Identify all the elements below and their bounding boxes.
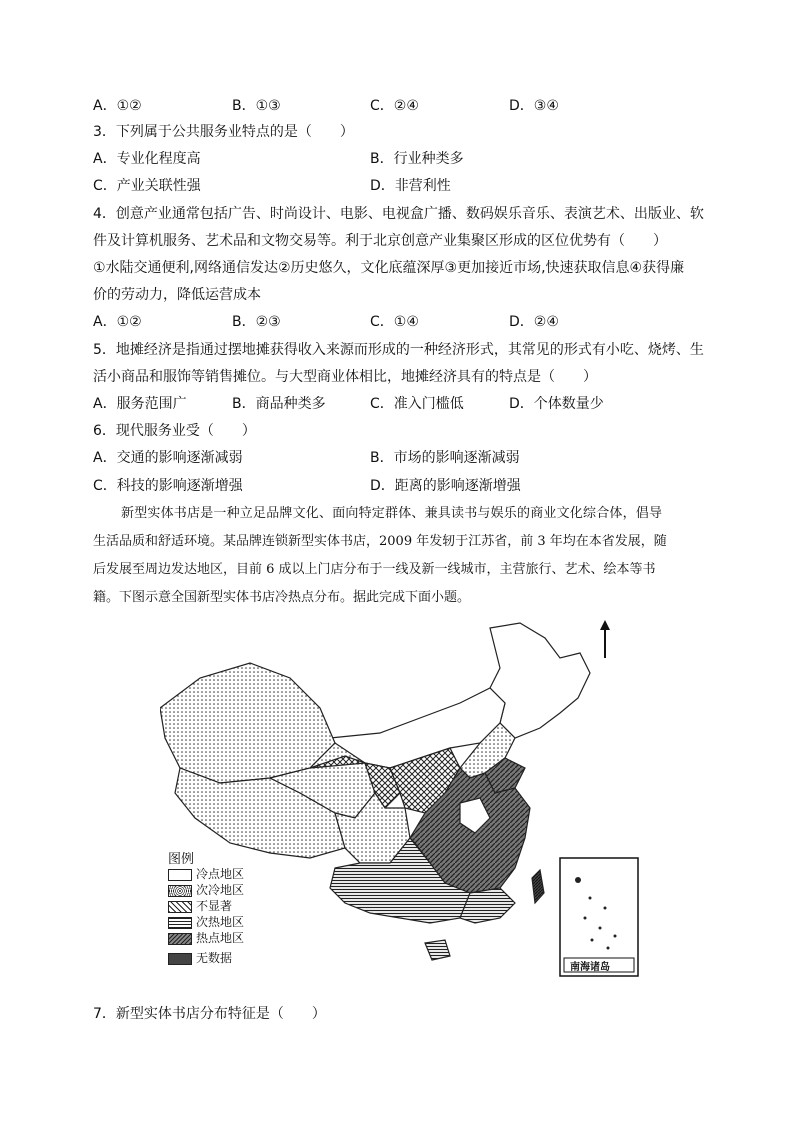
q4-stem-line4: 价的劳动力，降低运营成本 bbox=[93, 287, 261, 303]
passage-line4: 籍。下图示意全国新型实体书店冷热点分布。据此完成下面小题。 bbox=[93, 590, 471, 605]
q6-option-a: A．交通的影响逐渐减弱 bbox=[93, 450, 243, 466]
q6-option-d: D．距离的影响逐渐增强 bbox=[370, 478, 521, 494]
q3-option-a: A．专业化程度高 bbox=[93, 151, 201, 167]
q4-stem-line2: 件及计算机服务、艺术品和文物交易等。利于北京创意产业集聚区形成的区位优势有（ ） bbox=[93, 233, 667, 249]
q4-option-a: A．①② bbox=[93, 314, 142, 330]
q6-stem: 6．现代服务业受（ ） bbox=[93, 423, 256, 439]
q6-option-c: C．科技的影响逐渐增强 bbox=[93, 478, 243, 494]
legend-cold bbox=[168, 868, 244, 881]
region-northeast bbox=[490, 623, 590, 738]
region-hainan bbox=[425, 940, 450, 960]
region-xinjiang bbox=[160, 663, 335, 783]
q5-option-b: B．商品种类多 bbox=[232, 396, 326, 412]
q3-option-c: C．产业关联性强 bbox=[93, 178, 201, 194]
q4-stem-line3: ①水陆交通便利,网络通信发达②历史悠久，文化底蕴深厚③更加接近市场,快速获取信息④获得廉 bbox=[93, 260, 685, 276]
legend-nodata-label: 无数据 bbox=[196, 951, 233, 965]
q5-option-a: A．服务范围广 bbox=[93, 396, 187, 412]
legend-insignificant-label: 不显著 bbox=[196, 899, 233, 913]
legend-subcold bbox=[168, 884, 244, 897]
q4-stem-line1: 4．创意产业通常包括广告、时尚设计、电影、电视盒广播、数码娱乐音乐、表演艺术、出版业、软 bbox=[93, 206, 704, 222]
north-arrow-icon bbox=[600, 620, 610, 658]
legend-hot-label: 热点地区 bbox=[196, 931, 245, 945]
q2-option-b: B．①③ bbox=[232, 98, 281, 114]
q5-stem-line2: 活小商品和服饰等销售摊位。与大型商业体相比，地摊经济具有的特点是（ ） bbox=[93, 369, 597, 385]
legend-subhot bbox=[168, 916, 244, 929]
legend-cold-label: 冷点地区 bbox=[196, 867, 245, 881]
q4-option-c: C．①④ bbox=[370, 314, 419, 330]
q2-option-c: C．②④ bbox=[370, 98, 419, 114]
q6-option-b: B．市场的影响逐渐减弱 bbox=[370, 450, 520, 466]
q5-option-d: D．个体数量少 bbox=[509, 396, 604, 412]
q7-stem: 7．新型实体书店分布特征是（ ） bbox=[93, 1006, 326, 1022]
legend-hot bbox=[168, 932, 244, 945]
q2-option-a: A．①② bbox=[93, 98, 142, 114]
inset-label: 南海诸岛 bbox=[570, 962, 610, 973]
q5-option-c: C．准入门槛低 bbox=[370, 396, 464, 412]
q2-option-d: D．③④ bbox=[509, 98, 559, 114]
legend-subcold-label: 次冷地区 bbox=[196, 883, 245, 897]
legend-title: 图例 bbox=[168, 852, 195, 867]
q3-stem: 3．下列属于公共服务业特点的是（ ） bbox=[93, 124, 354, 140]
q4-option-b: B．②③ bbox=[232, 314, 281, 330]
legend-insignificant bbox=[168, 900, 232, 913]
q3-option-d: D．非营利性 bbox=[370, 178, 451, 194]
passage-line1: 新型实体书店是一种立足品牌文化、面向特定群体、兼具读书与娱乐的商业文化综合体，倡导 bbox=[121, 506, 663, 521]
q5-stem-line1: 5．地摊经济是指通过摆地摊获得收入来源而形成的一种经济形式，其常见的形式有小吃、烧烤、生 bbox=[93, 342, 704, 358]
passage-line2: 生活品质和舒适环境。某品牌连锁新型实体书店，2009 年发轫于江苏省，前 3 年均在本省发展，随 bbox=[93, 534, 667, 549]
legend-subhot-label: 次热地区 bbox=[196, 915, 245, 929]
legend-nodata bbox=[168, 952, 232, 965]
region-taiwan bbox=[532, 870, 544, 903]
q3-option-b: B．行业种类多 bbox=[370, 151, 464, 167]
passage-line3: 后发展至周边发达地区，目前 6 成以上门店分布于一线及新一线城市，主营旅行、艺术、绘本等书 bbox=[93, 562, 656, 577]
q4-option-d: D．②④ bbox=[509, 314, 559, 330]
